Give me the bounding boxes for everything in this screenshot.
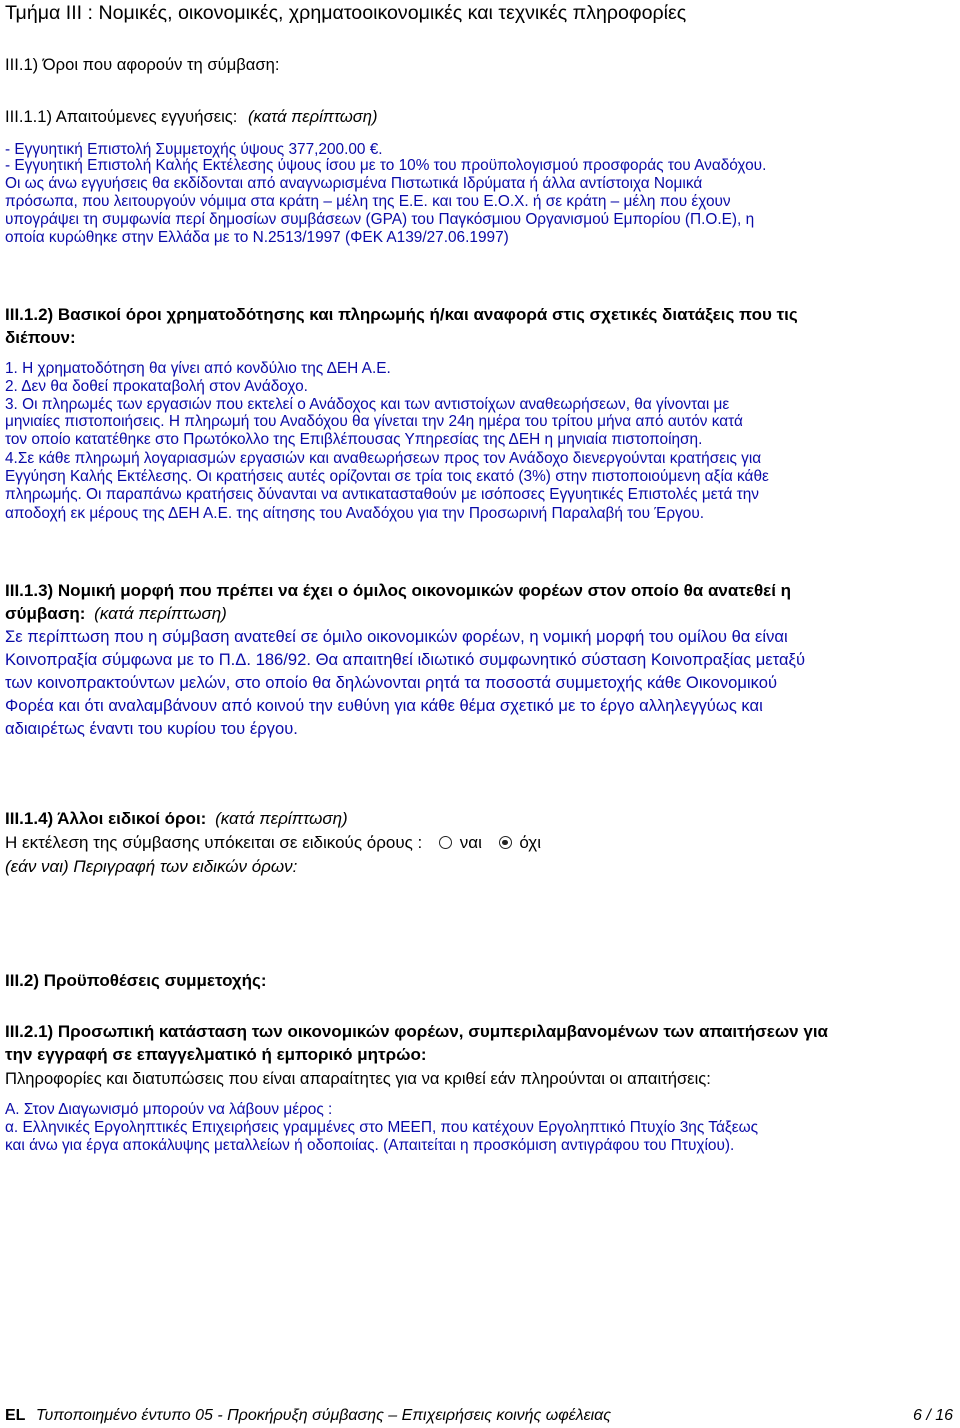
heading-note: (κατά περίπτωση) [94, 604, 227, 623]
heading-III-1-2-line2: διέπουν: [5, 328, 76, 347]
financing-line: 4.Σε κάθε πληρωμή λογαριασμών εργασιών και αναθεωρήσεων προς τον Ανάδοχο διενεργούνται κρατήσεις για [5, 450, 762, 467]
legal-form-line: Κοινοπραξία σύμφωνα με το Π.Δ. 186/92. Θα απαιτηθεί ιδιωτικό συμφωνητικό σύσταση Κοινοπραξίας μεταξύ [5, 650, 806, 669]
legal-form-line: Φορέα και ότι αναλαμβάνουν από κοινού την ευθύνη για κάθε θέμα σχετικό με το έργο αλληλεγγύως και [5, 696, 763, 715]
heading-III-1-3-line1: ΙΙΙ.1.3) Νομική μορφή που πρέπει να έχει ο όμιλος οικονομικών φορέων στον οποίο θα ανατεθεί η [5, 581, 792, 600]
guarantee-line: Οι ως άνω εγγυήσεις θα εκδίδονται από αναγνωρισμένα Πιστωτικά Ιδρύματα ή άλλα αντίστοιχα Νομικά [5, 175, 703, 192]
radio-yes-label: ναι [459, 833, 482, 852]
heading-III-1: ΙΙΙ.1) Όροι που αφορούν τη σύμβαση: [5, 55, 280, 74]
legal-form-line: των κοινοπρακτούντων μελών, στο οποίο θα δηλώνονται ρητά τα ποσοστά συμμετοχής κάθε Οικονομικού [5, 673, 778, 692]
requirements-intro: Πληροφορίες και διατυπώσεις που είναι απαραίτητες για να κριθεί εάν πληρούνται οι απαιτήσεις: [5, 1069, 711, 1088]
financing-line: 3. Οι πληρωμές των εργασιών που εκτελεί ο Ανάδοχος και των αντιστοίχων αναθεωρήσεων, θα γίνονται με [5, 396, 730, 413]
guarantee-line: - Εγγυητική Επιστολή Καλής Εκτέλεσης ύψους ίσου με το 10% του προϋπολογισμού προσφοράς του Αναδόχου. [5, 157, 767, 174]
eligibility-line: α. Ελληνικές Εργοληπτικές Επιχειρήσεις γραμμένες στο ΜΕΕΠ, που κατέχουν Εργοληπτικό Πτυχίο 3ης Τάξεως [5, 1119, 759, 1136]
financing-line: μηνιαίες πιστοποιήσεις. Η πληρωμή του Αναδόχου θα γίνεται την 24η ημέρα του τρίτου μήνα από αυτόν κατά [5, 413, 743, 430]
legal-form-line: αδιαιρέτως έναντι του κυρίου του έργου. [5, 719, 298, 738]
question-text: Η εκτέλεση της σύμβασης υπόκειται σε ειδικούς όρους : [5, 833, 423, 852]
section-title: Τμήμα ΙΙΙ : Νομικές, οικονομικές, χρηματοοικονομικές και τεχνικές πληροφορίες [5, 2, 687, 24]
guarantee-line: - Εγγυητική Επιστολή Συμμετοχής ύψους 377,200.00 €. [5, 141, 383, 158]
heading-text: σύμβαση: [5, 604, 86, 623]
radio-circle-icon[interactable] [439, 836, 452, 849]
special-terms-description: (εάν ναι) Περιγραφή των ειδικών όρων: [5, 857, 298, 876]
guarantee-line: πρόσωπα, που λειτουργούν νόμιμα στα κράτη – μέλη της Ε.Ε. και του Ε.Ο.Χ. ή σε κράτη – μέλη που έχουν [5, 193, 731, 210]
radio-selected-icon[interactable] [499, 836, 512, 849]
heading-text: ΙΙΙ.1.1) Απαιτούμενες εγγυήσεις: [5, 107, 238, 126]
heading-III-1-2-line1: ΙΙΙ.1.2) Βασικοί όροι χρηματοδότησης και πληρωμής ή/και αναφορά στις σχετικές διατάξεις που τις [5, 305, 798, 324]
guarantee-line: οποία κυρώθηκε στην Ελλάδα με το Ν.2513/1997 (ΦΕΚ Α139/27.06.1997) [5, 229, 509, 246]
financing-line: αποδοχή εκ μέρους της ΔΕΗ Α.Ε. της αίτησης του Αναδόχου για την Προσωρινή Παραλαβή του Έργου. [5, 505, 705, 522]
footer-lang: EL [5, 1407, 26, 1424]
financing-line: τον οποίο κατατέθηκε στο Πρωτόκολλο της Επιβλέπουσας Υπηρεσίας της ΔΕΗ η μηνιαία πιστοποίηση. [5, 431, 703, 448]
heading-III-2-1-line1: ΙΙΙ.2.1) Προσωπική κατάσταση των οικονομικών φορέων, συμπεριλαμβανομένων των απαιτήσεων για [5, 1022, 828, 1041]
financing-line: πληρωμής. Οι παραπάνω κρατήσεις δύνανται να αντικατασταθούν με ισόποσες Εγγυητικές Επιστολές μετά την [5, 486, 759, 503]
radio-yes[interactable] [439, 833, 487, 852]
financing-line: 2. Δεν θα δοθεί προκαταβολή στον Ανάδοχο. [5, 378, 308, 395]
heading-III-2-1-line2: την εγγραφή σε επαγγελματικό ή εμπορικό μητρώο: [5, 1045, 427, 1064]
radio-no[interactable] [499, 833, 541, 852]
eligibility-line: και άνω για έργα αποκάλυψης μεταλλείων ή οδοποιίας. (Απαιτείται η προσκόμιση αντιγράφου του Πτυχίου). [5, 1137, 735, 1154]
financing-line: Εγγύηση Καλής Εκτέλεσης. Οι κρατήσεις αυτές ορίζονται σε τρία τοις εκατό (3%) στην πιστοποιούμενη αξία κάθε [5, 468, 769, 485]
heading-III-1-3-line2 [5, 603, 227, 625]
heading-III-1-4 [5, 808, 348, 830]
heading-note: (κατά περίπτωση) [215, 809, 348, 828]
heading-III-2: ΙΙΙ.2) Προϋποθέσεις συμμετοχής: [5, 971, 267, 990]
guarantee-line: υπογράψει τη συμφωνία περί δημοσίων συμβάσεων (GPA) του Παγκόσμιου Οργανισμού Εμπορίου (Π.Ο.Ε), η [5, 211, 755, 228]
footer-form-name: Τυποποιημένο έντυπο 05 - Προκήρυξη σύμβασης – Επιχειρήσεις κοινής ωφέλειας [35, 1407, 612, 1424]
legal-form-line: Σε περίπτωση που η σύμβαση ανατεθεί σε όμιλο οικονομικών φορέων, η νομική μορφή του ομίλου θα είναι [5, 627, 788, 646]
heading-text: ΙΙΙ.1.4) Άλλοι ειδικοί όροι: [5, 809, 207, 828]
financing-line: 1. Η χρηματοδότηση θα γίνει από κονδύλιο της ΔΕΗ Α.Ε. [5, 360, 391, 377]
special-terms-question [5, 832, 541, 854]
eligibility-line: Α. Στον Διαγωνισμό μπορούν να λάβουν μέρος : [5, 1101, 333, 1118]
page-footer [5, 1405, 957, 1427]
heading-note: (κατά περίπτωση) [248, 107, 378, 126]
radio-no-label: όχι [519, 833, 542, 852]
page-number: 6 / 16 [912, 1407, 953, 1424]
heading-III-1-1 [5, 106, 378, 128]
